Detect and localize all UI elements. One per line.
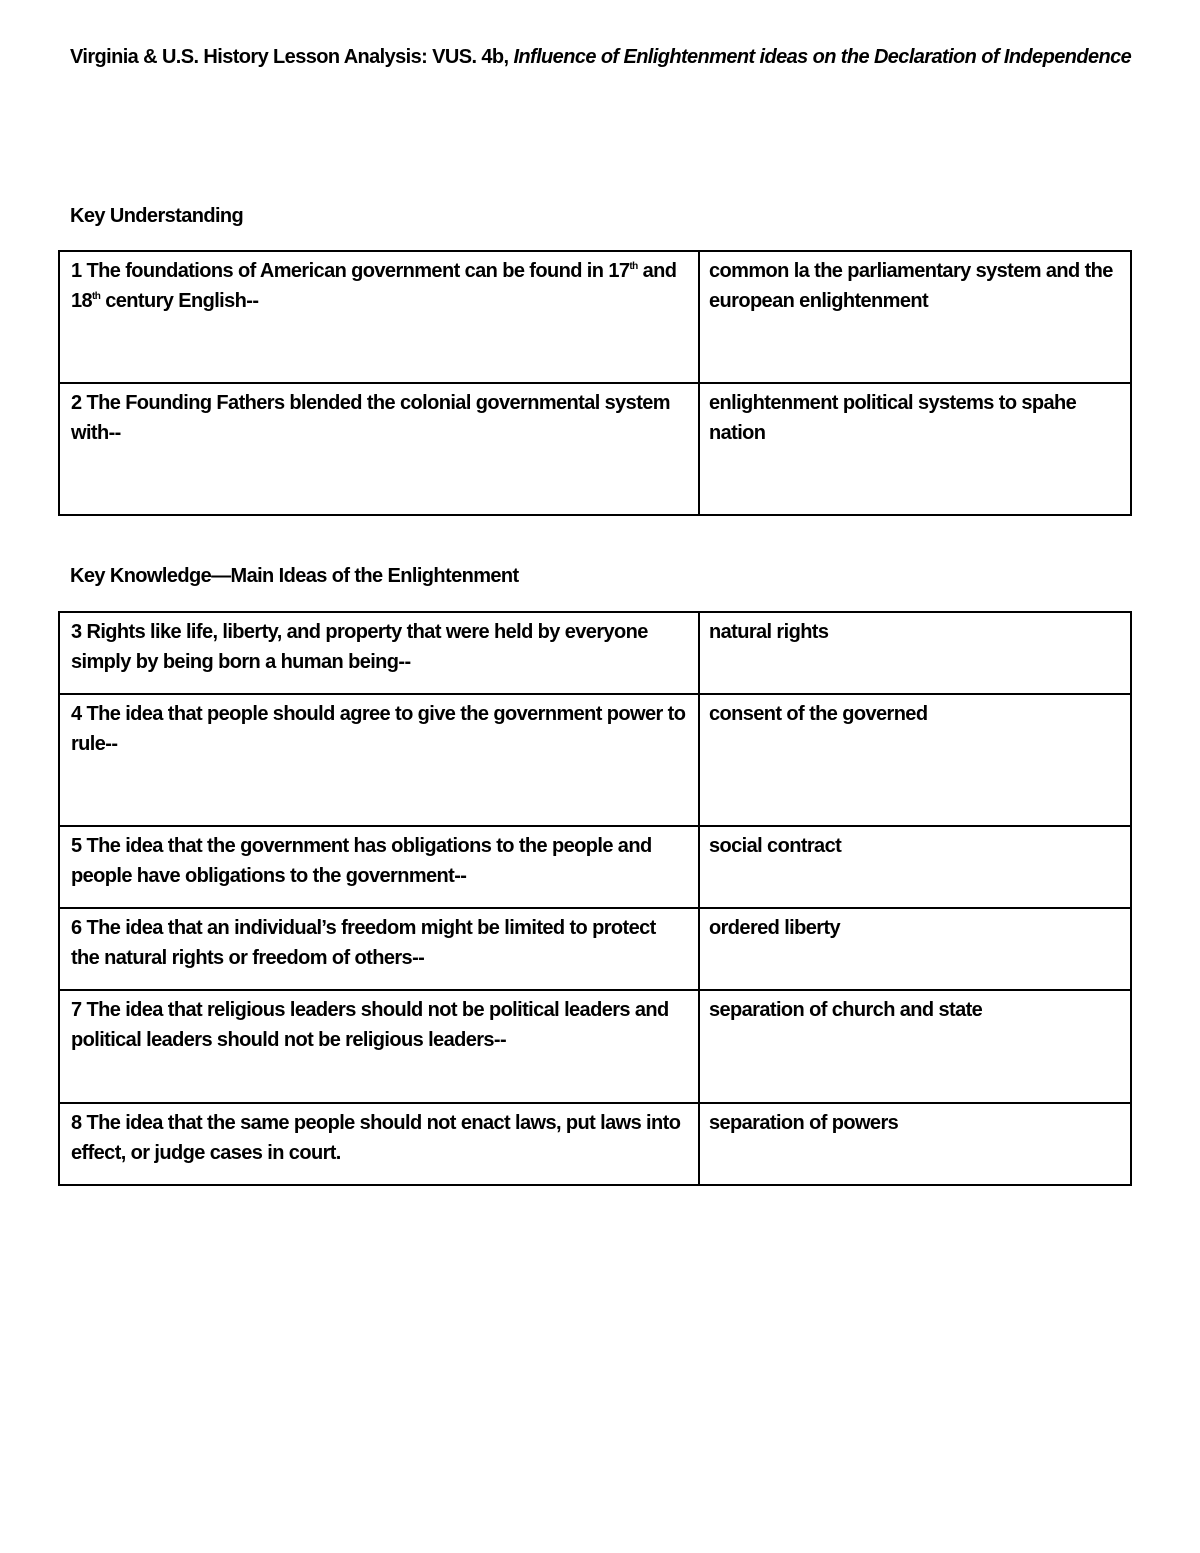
document-title — [70, 43, 1150, 72]
prompt-cell: 5 The idea that the government has obligations to the people and people have obligations to the government-- — [59, 826, 699, 908]
answer-cell[interactable]: separation of powers — [699, 1103, 1131, 1185]
table-row — [59, 612, 1131, 694]
superscript: th — [92, 291, 101, 302]
answer-cell[interactable]: common la the parliamentary system and the european enlightenment — [699, 251, 1131, 383]
answer-cell[interactable]: enlightenment political systems to spahe nation — [699, 383, 1131, 515]
key-understanding-table — [58, 250, 1132, 516]
title-italic: Influence of Enlightenment ideas on the Declaration of Independence — [513, 46, 1132, 68]
table-row — [59, 990, 1131, 1103]
answer-cell[interactable]: separation of church and state — [699, 990, 1131, 1103]
superscript: th — [629, 261, 638, 272]
table-row — [59, 383, 1131, 515]
table-row — [59, 826, 1131, 908]
prompt-text: century English-- — [100, 290, 259, 312]
table-row — [59, 251, 1131, 383]
prompt-cell: 7 The idea that religious leaders should not be political leaders and political leaders should not be religious leaders-- — [59, 990, 699, 1103]
prompt-cell: 8 The idea that the same people should not enact laws, put laws into effect, or judge cases in court. — [59, 1103, 699, 1185]
answer-cell[interactable]: ordered liberty — [699, 908, 1131, 990]
prompt-cell: 6 The idea that an individual’s freedom might be limited to protect the natural rights or freedom of others-- — [59, 908, 699, 990]
title-prefix: Virginia & U.S. History Lesson Analysis: VUS. 4b, — [70, 46, 514, 68]
prompt-cell — [59, 251, 699, 383]
prompt-text: 1 The foundations of American government can be found in 17 — [71, 260, 630, 282]
prompt-cell: 3 Rights like life, liberty, and property that were held by everyone simply by being born a human being-- — [59, 612, 699, 694]
key-understanding-heading: Key Understanding — [70, 205, 244, 227]
answer-cell[interactable]: consent of the governed — [699, 694, 1131, 826]
table-row — [59, 1103, 1131, 1185]
prompt-text: and 18 — [71, 260, 677, 312]
table-row — [59, 908, 1131, 990]
table-row — [59, 694, 1131, 826]
key-knowledge-table — [58, 611, 1132, 1186]
answer-cell[interactable]: social contract — [699, 826, 1131, 908]
prompt-cell: 2 The Founding Fathers blended the colonial governmental system with-- — [59, 383, 699, 515]
prompt-cell: 4 The idea that people should agree to give the government power to rule-- — [59, 694, 699, 826]
key-knowledge-heading: Key Knowledge—Main Ideas of the Enlightenment — [70, 565, 519, 587]
answer-cell[interactable]: natural rights — [699, 612, 1131, 694]
